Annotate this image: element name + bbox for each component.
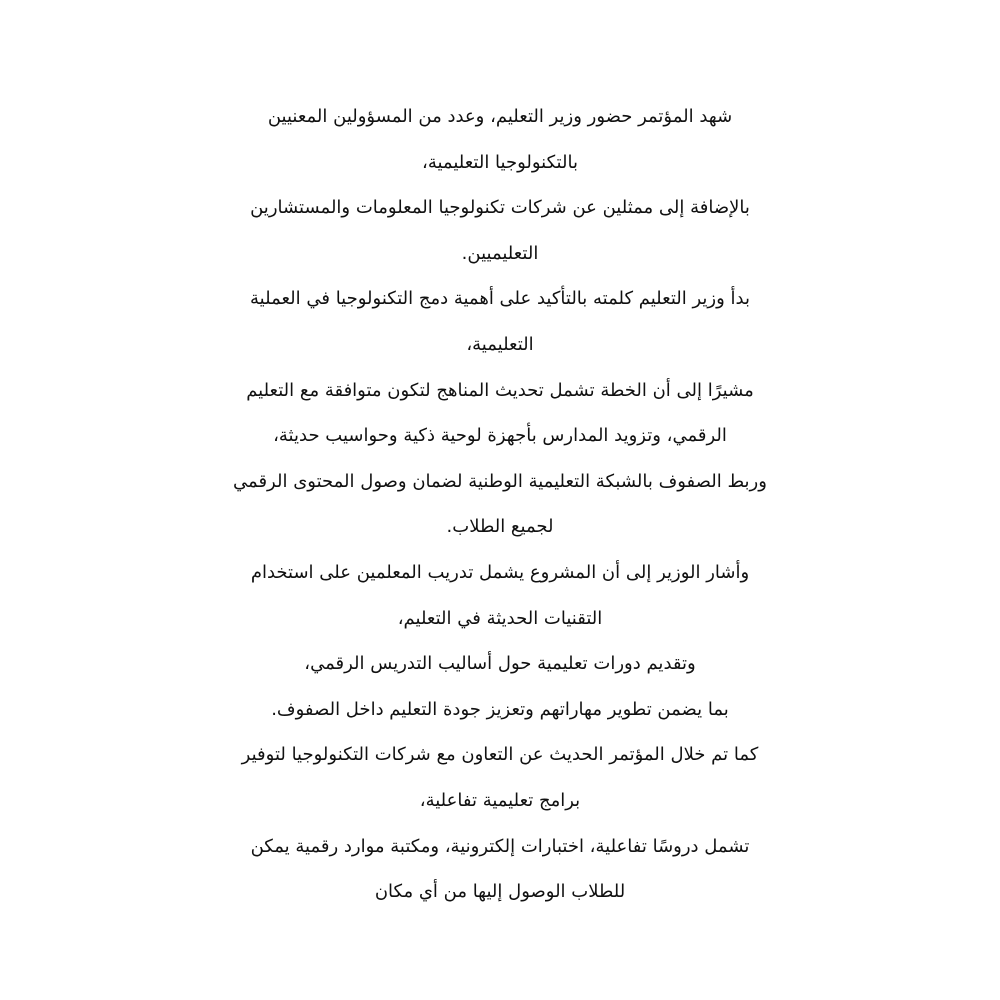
text-line: الرقمي، وتزويد المدارس بأجهزة لوحية ذكية وحواسيب حديثة، [273,425,727,447]
text-line: كما تم خلال المؤتمر الحديث عن التعاون مع شركات التكنولوجيا لتوفير [241,744,759,766]
document-body [0,94,1000,915]
text-line: لجميع الطلاب. [446,516,554,538]
text-line: وتقديم دورات تعليمية حول أساليب التدريس الرقمي، [304,653,696,675]
text-line: وأشار الوزير إلى أن المشروع يشمل تدريب المعلمين على استخدام [250,561,750,583]
text-line: تشمل دروسًا تفاعلية، اختبارات إلكترونية، ومكتبة موارد رقمية يمكن [250,835,750,857]
text-line: التعليمية، [466,333,534,355]
text-line: التقنيات الحديثة في التعليم، [397,607,603,629]
text-line: بدأ وزير التعليم كلمته بالتأكيد على أهمية دمج التكنولوجيا في العملية [250,288,750,310]
text-line: مشيرًا إلى أن الخطة تشمل تحديث المناهج لتكون متوافقة مع التعليم [246,379,754,401]
text-line: برامج تعليمية تفاعلية، [419,789,581,811]
text-line: للطلاب الوصول إليها من أي مكان [374,881,626,903]
text-line: بالتكنولوجيا التعليمية، [422,151,578,173]
text-line: وربط الصفوف بالشبكة التعليمية الوطنية لضمان وصول المحتوى الرقمي [233,470,767,492]
text-line: التعليميين. [461,242,539,264]
text-line: بالإضافة إلى ممثلين عن شركات تكنولوجيا المعلومات والمستشارين [250,197,750,219]
text-line: شهد المؤتمر حضور وزير التعليم، وعدد من المسؤولين المعنيين [267,106,733,127]
text-line: بما يضمن تطوير مهاراتهم وتعزيز جودة التعليم داخل الصفوف. [271,698,729,720]
